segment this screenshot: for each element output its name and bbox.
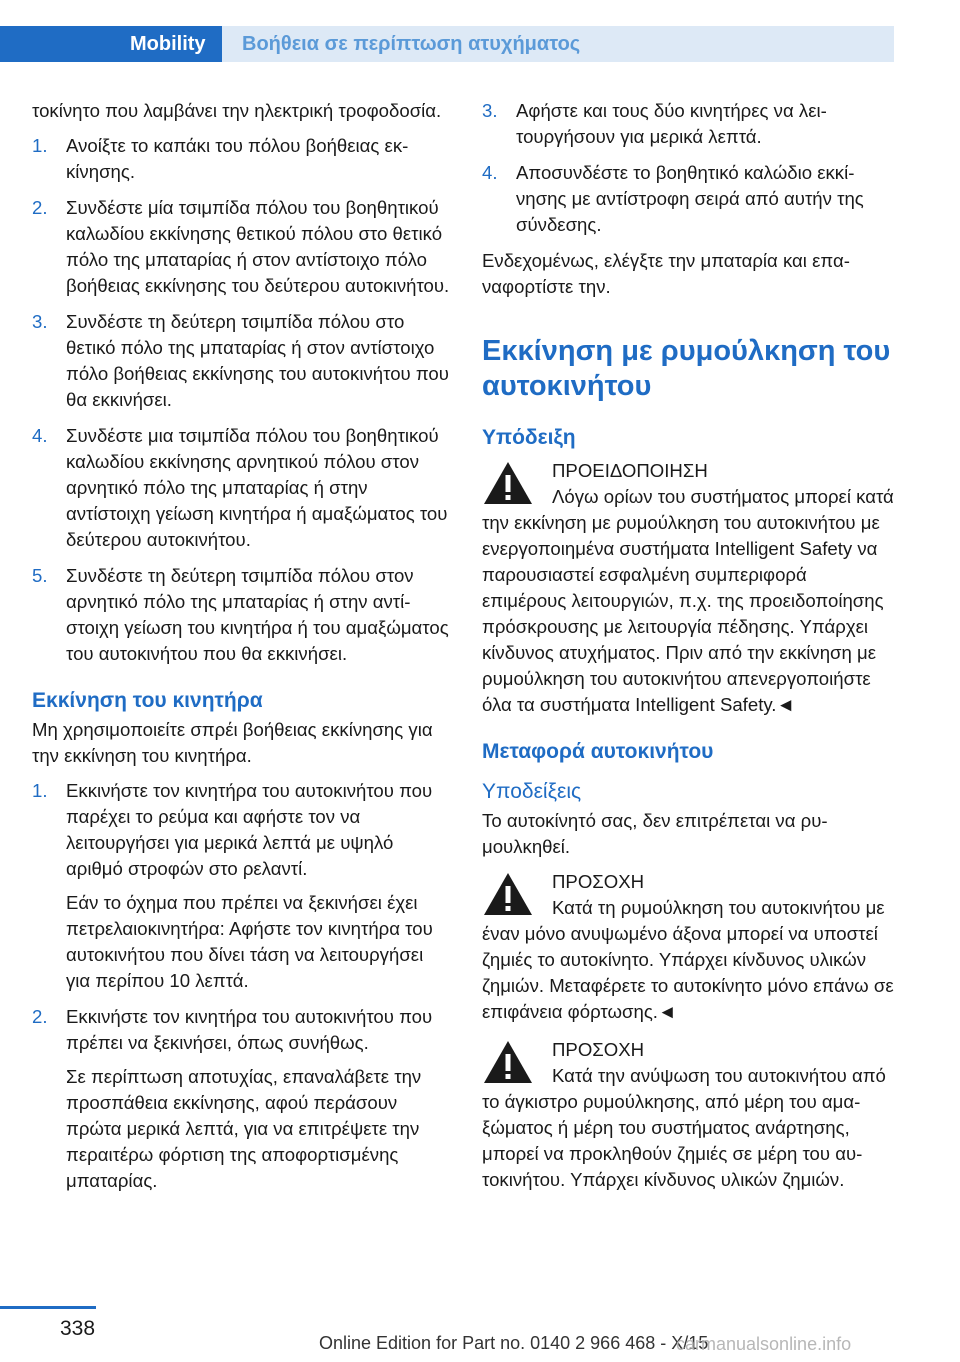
step-number: 4. xyxy=(482,162,498,183)
step-text: Συνδέστε μια τσιμπίδα πόλου του βοηθητικού καλωδίου εκκίνησης αρνητικού πόλου στον αρνητικό πόλο της μπαταρίας ή στην αντίστοιχη γείωση κινητήρα ή αμαξώματος του δεύτερου αυτοκινήτου. xyxy=(66,425,448,550)
step-text: Συνδέστε τη δεύτερη τσιμπίδα πόλου στο θετικό πόλο της μπαταρίας ή στον αντίστοιχο πόλο βοήθειας εκκίνησης του αυτοκινήτου που θα εκκινήσει. xyxy=(66,311,449,410)
step-number: 4. xyxy=(32,425,48,446)
step-extra-text: Σε περίπτωση αποτυχίας, επαναλάβετε την προσπάθεια εκκίνησης, αφού περάσουν πρώτα μερικά λεπτά, για να επιτρέψετε την περαιτέρω φόρτιση της αποφορτισμένης μπαταρίας. xyxy=(66,1066,422,1191)
tow-start-heading: Εκκίνηση με ρυμούλκηση του αυτοκινήτου xyxy=(482,335,891,402)
intro-paragraph: τοκίνητο που λαμβάνει την ηλεκτρική τροφοδοσία. xyxy=(32,100,442,121)
list-item xyxy=(482,98,894,150)
warning-text: Λόγω ορίων του συστήματος μπορεί κατά την εκκίνηση με ρυμούλκηση του αυτοκινήτου με ενεργοποιημένα συστήματα Intelligent Safety να παρουσιαστεί εσφαλμένη συμπεριφορά επιμέρους λειτουργιών, π.χ. της προειδοποίησης πρόσκρουσης με λειτουργία πέδησης. Υπάρχει κίνδυνος ατυχήματος. Πριν από την εκκίνηση με ρυμούλκηση του αυτοκινήτου απενεργοποιήστε όλα τα συστήματα Intelligent Safety.◄ xyxy=(482,486,894,715)
caution-text: Κατά τη ρυμούλκηση του αυτοκινήτου με έναν μόνο ανυψωμένο άξονα μπορεί να υποστεί ζημιές το αυτοκίνητο. Υπάρχει κίνδυνος υλικών ζημιών. Μεταφέρετε το αυτοκίνητο μόνο επάνω σε επιφάνεια φόρτωσης.◄ xyxy=(482,897,894,1022)
right-column xyxy=(482,98,894,1205)
warning-box xyxy=(482,458,894,718)
step-text: Εκκινήστε τον κινητήρα του αυτοκινήτου που παρέχει το ρεύμα και αφήστε τον να λειτουργήσει για μερικά λεπτά με υψηλό αριθμό στροφών στο ρελαντί. xyxy=(66,780,433,879)
engine-start-heading: Εκκίνηση του κινητήρα xyxy=(32,689,263,712)
list-item xyxy=(32,778,450,994)
section-tab[interactable]: Mobility xyxy=(0,26,222,62)
list-item xyxy=(482,160,894,238)
step-number: 3. xyxy=(482,100,498,121)
step-number: 2. xyxy=(32,1006,48,1027)
step-number: 2. xyxy=(32,197,48,218)
notes-heading: Υποδείξεις xyxy=(482,780,582,803)
page-header xyxy=(0,26,960,62)
jumpstart-steps-list xyxy=(32,133,450,667)
step-text: Εκκινήστε τον κινητήρα του αυτοκινήτου που πρέπει να ξεκινήσει, όπως συνήθως. xyxy=(66,1006,433,1053)
step-text: Ανοίξτε το καπάκι του πόλου βοήθειας εκκίνησης. xyxy=(66,135,409,182)
chapter-tab[interactable]: Βοήθεια σε περίπτωση ατυχήματος xyxy=(222,26,894,62)
step-number: 5. xyxy=(32,565,48,586)
engine-start-intro: Μη χρησιμοποιείτε σπρέι βοήθειας εκκίνησης για την εκκίνηση του κινητήρα. xyxy=(32,719,433,766)
caution-title: ΠΡΟΣΟΧΗ xyxy=(552,1039,645,1060)
warning-triangle-icon xyxy=(482,1039,534,1085)
step-text: Αφήστε και τους δύο κινητήρες να λειτουργήσουν για μερικά λεπτά. xyxy=(516,100,827,147)
list-item xyxy=(32,563,450,667)
jumpstart-steps-list-continued xyxy=(482,98,894,238)
engine-start-steps-list xyxy=(32,778,450,1194)
caution-title: ΠΡΟΣΟΧΗ xyxy=(552,871,645,892)
step-number: 1. xyxy=(32,135,48,156)
step-extra-text: Εάν το όχημα που πρέπει να ξεκινήσει έχει πετρελαιοκινητήρα: Αφήστε τον κινητήρα του αυτοκινήτου που δίνει τάση να λειτουργήσει για περίπου 10 λεπτά. xyxy=(66,892,433,991)
caution-box xyxy=(482,1037,894,1193)
watermark: carmanualsonline.info xyxy=(676,1334,852,1354)
battery-check-paragraph: Ενδεχομένως, ελέγξτε την μπαταρία και επαναφορτίστε την. xyxy=(482,250,850,297)
list-item xyxy=(32,195,450,299)
list-item xyxy=(32,1004,450,1194)
caution-box xyxy=(482,869,894,1025)
warning-triangle-icon xyxy=(482,871,534,917)
list-item xyxy=(32,309,450,413)
warning-triangle-icon xyxy=(482,460,534,506)
step-text: Συνδέστε τη δεύτερη τσιμπίδα πόλου στον αρνητικό πόλο της μπαταρίας ή στην αντίστοιχη γείωση του κινητήρα ή του αμαξώματος του αυτοκινήτου που θα εκκινήσει. xyxy=(66,565,449,664)
step-text: Αποσυνδέστε το βοηθητικό καλώδιο εκκίνησης με αντίστροφη σειρά από αυτήν της σύνδεσης. xyxy=(516,162,864,235)
step-text: Συνδέστε μία τσιμπίδα πόλου του βοηθητικού καλωδίου εκκίνησης θετικού πόλου στο θετικό πόλο της μπαταρίας ή στον αντίστοιχο πόλο βοήθειας εκκίνησης του δεύτερου αυτοκινήτου. xyxy=(66,197,450,296)
step-number: 3. xyxy=(32,311,48,332)
caution-text: Κατά την ανύψωση του αυτοκινήτου από το άγκιστρο ρυμούλκησης, από μέρη του αμαξώματος ή μέρη του συστήματος ανάρτησης, μπορεί να προκληθούν ζημιές σε μέρη του αυτοκινήτου. Υπάρχει κίνδυνος υλικών ζημιών. xyxy=(482,1065,886,1190)
step-number: 1. xyxy=(32,780,48,801)
page-number: 338 xyxy=(60,1317,96,1340)
left-column xyxy=(32,98,450,1204)
footer-divider xyxy=(0,1306,96,1309)
notes-intro: Το αυτοκίνητό σας, δεν επιτρέπεται να ρυμουλκηθεί. xyxy=(482,810,828,857)
warning-title: ΠΡΟΕΙΔΟΠΟΙΗΣΗ xyxy=(552,460,708,481)
edition-text: Online Edition for Part no. 0140 2 966 468 - X/15 xyxy=(319,1333,709,1353)
transport-heading: Μεταφορά αυτοκινήτου xyxy=(482,740,714,763)
list-item xyxy=(32,423,450,553)
list-item xyxy=(32,133,450,185)
note-heading: Υπόδειξη xyxy=(482,426,576,449)
